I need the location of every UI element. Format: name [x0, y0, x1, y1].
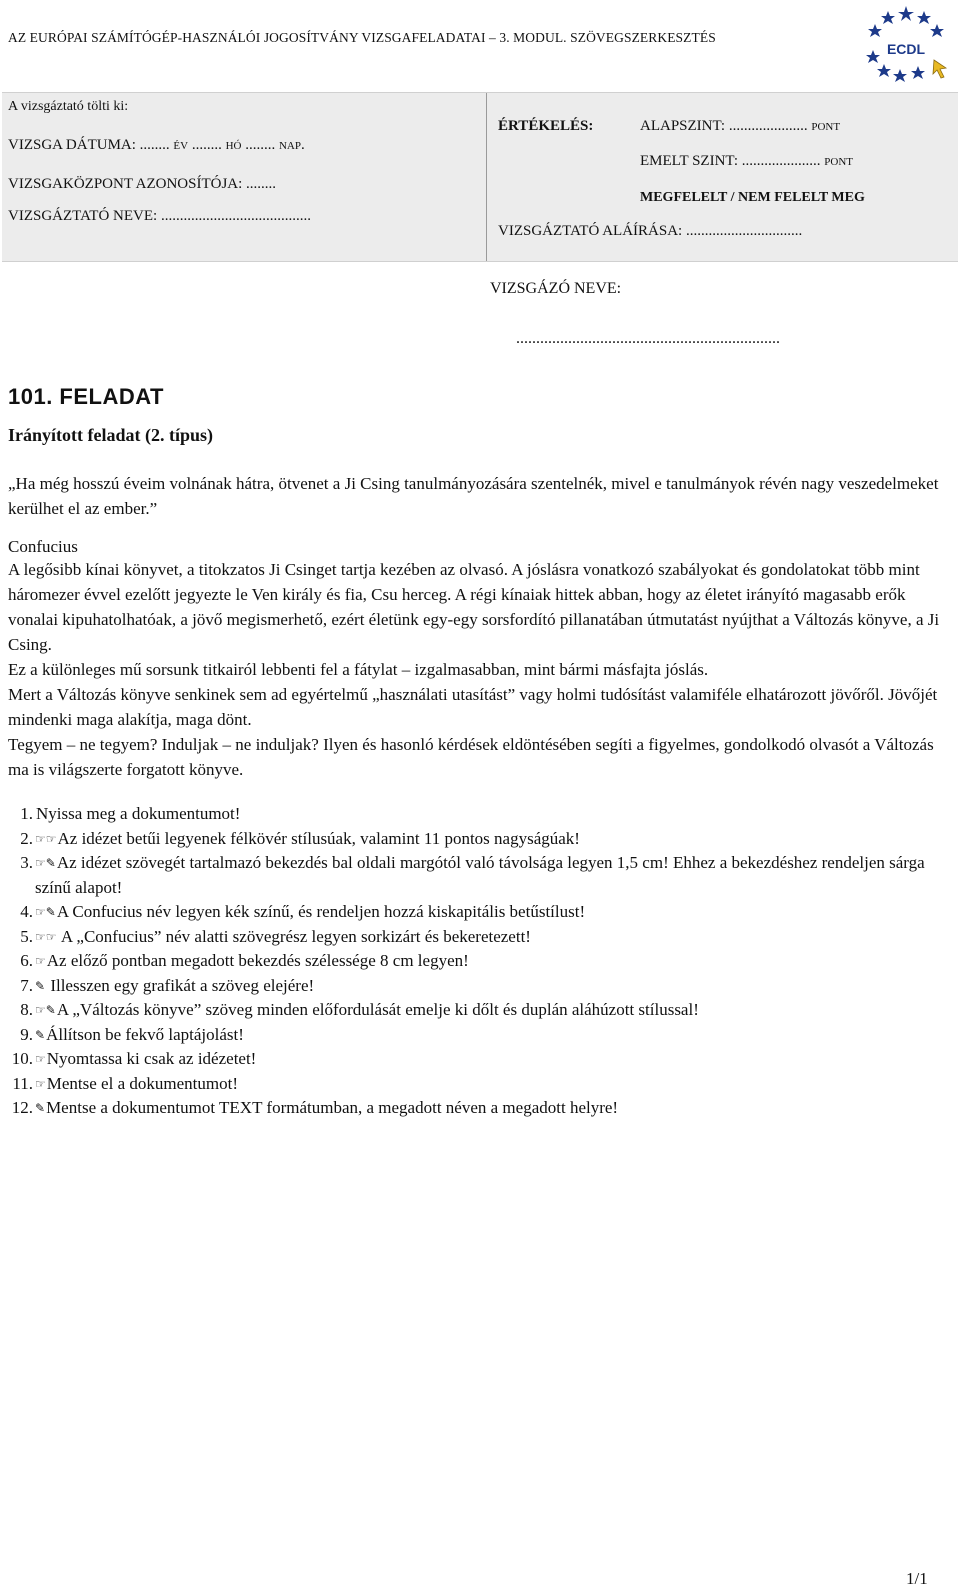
- task-step: [8, 998, 953, 1023]
- step-number: 4.: [20, 902, 33, 921]
- step-number: 3.: [20, 853, 33, 872]
- task-step: [8, 851, 953, 900]
- step-text: A „Változás könyve” szöveg minden előfordulását emelje ki dőlt és duplán aláhúzott stílussal!: [56, 1000, 699, 1019]
- step-text: A „Confucius” név alatti szövegrész legyen sorkizárt és bekeretezett!: [57, 926, 531, 946]
- step-number: 6.: [20, 951, 33, 970]
- step-text: Nyomtassa ki csak az idézetet!: [46, 1049, 257, 1068]
- difficulty-icon: ✎: [35, 978, 46, 993]
- task-number: 101. FELADAT: [8, 384, 164, 409]
- exam-date-field[interactable]: VIZSGA DÁTUMA: ........ év ........ hó ........ nap.: [8, 137, 305, 153]
- difficulty-icon: ☞✎: [35, 856, 56, 870]
- difficulty-icon: ✎: [35, 1027, 46, 1042]
- task-step: [8, 925, 953, 950]
- task-step: [8, 974, 953, 999]
- difficulty-icon: ☞☞: [35, 929, 57, 944]
- form-intro: A vizsgáztató tölti ki:: [8, 99, 129, 114]
- ecdl-logo: [860, 2, 952, 84]
- advanced-level-score-field[interactable]: EMELT SZINT: ..................... pont: [640, 153, 853, 169]
- task-steps-list: [8, 802, 953, 1121]
- step-text: Az előző pontban megadott bekezdés szélessége 8 cm legyen!: [46, 951, 469, 970]
- form-divider: [486, 93, 487, 261]
- step-number: 1.: [20, 804, 33, 823]
- task-step: [8, 1072, 953, 1097]
- difficulty-icon: ☞: [35, 1052, 46, 1066]
- step-text: A Confucius név legyen kék színű, és rendeljen hozzá kiskapitális betűstílust!: [56, 902, 586, 921]
- examiner-name-field[interactable]: VIZSGÁZTATÓ NEVE: ........................................: [8, 208, 311, 224]
- basic-level-score-field[interactable]: ALAPSZINT: ..................... pont: [640, 118, 841, 134]
- step-number: 9.: [20, 1024, 33, 1044]
- task-step: [8, 827, 953, 852]
- candidate-name-label: VIZSGÁZÓ NEVE:: [490, 280, 622, 297]
- difficulty-icon: ☞✎: [35, 905, 56, 919]
- difficulty-icon: ☞: [35, 1076, 46, 1091]
- step-text: Illesszen egy grafikát a szöveg elejére!: [46, 975, 315, 995]
- page-number: 1/1: [906, 1569, 928, 1588]
- task-step: [8, 1023, 953, 1048]
- quote-author: Confucius: [8, 537, 78, 556]
- step-text: Nyissa meg a dokumentumot!: [36, 804, 241, 823]
- task-step: [8, 900, 953, 925]
- step-text: Állítson be fekvő laptájolást!: [46, 1024, 244, 1044]
- examiner-form: [2, 92, 958, 262]
- examiner-form-left: [2, 93, 486, 261]
- body-paragraph: Tegyem – ne tegyem? Induljak – ne induljak? Ilyen és hasonló kérdések eldöntésében segíti a figyelmes, gondolkodó olvasót a Változás ma is világszerte forgatott könyve.: [8, 735, 934, 779]
- step-text: Mentse a dokumentumot TEXT formátumban, a megadott néven a megadott helyre!: [46, 1098, 619, 1117]
- step-text: Az idézet betűi legyenek félkövér stílusúak, valamint 11 pontos nagyságúak!: [57, 828, 580, 848]
- step-text: Az idézet szövegét tartalmazó bekezdés bal oldali margótól való távolsága legyen 1,5 cm! Ehhez a bekezdéshez rendeljen sárga színű alapot!: [35, 853, 925, 897]
- body-paragraph: Mert a Változás könyve senkinek sem ad egyértelmű „használati utasítást” vagy holmi tudósítást valamiféle elhatározott jövőről. Jövőjét mindenki maga alakítja, maga dönt.: [8, 685, 938, 729]
- step-number: 7.: [20, 975, 33, 995]
- task-step: [8, 802, 953, 827]
- quote-paragraph: „Ha még hosszú éveim volnának hátra, ötvenet a Ji Csing tanulmányozására szentelnék, mivel e tanulmányok révén nagy veszedelmeket kerülhet el az ember.”: [8, 474, 939, 518]
- examiner-form-right: [492, 93, 952, 261]
- body-paragraphs: [8, 557, 953, 782]
- step-number: 2.: [20, 828, 33, 848]
- difficulty-icon: ☞✎: [35, 1003, 56, 1017]
- exam-center-id-field[interactable]: VIZSGAKÖZPONT AZONOSÍTÓJA: ........: [8, 176, 277, 192]
- cursor-icon: [933, 60, 946, 78]
- difficulty-icon: ✎: [35, 1101, 46, 1115]
- page-header-title: AZ EURÓPAI SZÁMÍTÓGÉP-HASZNÁLÓI JOGOSÍTVÁNY VIZSGAFELADATAI – 3. MODUL. SZÖVEGSZERKESZTÉS: [8, 30, 716, 45]
- task-step: [8, 1047, 953, 1072]
- examiner-signature-field[interactable]: VIZSGÁZTATÓ ALÁÍRÁSA: ...............................: [498, 223, 803, 239]
- body-paragraph: A legősibb kínai könyvet, a titokzatos Ji Csinget tartja kezében az olvasó. A jóslásra vonatkozó szabályokat és gondolatokat több mint háromezer évvel ezelőtt jegyezte le Ven király és fia, Csu herceg. A régi kínaiak hittek abban, hogy az életet irányító magasabb erők vonalai kipuhatolhatóak, a jövő megismerhető, ezért életünk egy-egy sorsfordító pillanatában útmutatást nyújthat a Változás könyve, a Ji Csing.: [8, 560, 940, 654]
- step-number: 5.: [20, 926, 33, 946]
- logo-text: ECDL: [886, 41, 926, 57]
- pass-fail-result[interactable]: MEGFELELT / NEM FELELT MEG: [640, 190, 865, 205]
- step-number: 10.: [11, 1049, 33, 1068]
- candidate-name-field[interactable]: ..................................................................: [516, 330, 780, 347]
- step-number: 12.: [11, 1098, 33, 1117]
- step-number: 8.: [20, 1000, 33, 1019]
- difficulty-icon: ☞: [35, 954, 46, 968]
- task-step: [8, 949, 953, 974]
- evaluation-label: ÉRTÉKELÉS:: [498, 118, 594, 134]
- task-step: [8, 1096, 953, 1121]
- task-type: Irányított feladat (2. típus): [8, 425, 213, 445]
- difficulty-icon: ☞☞: [35, 831, 57, 846]
- body-paragraph: Ez a különleges mű sorsunk titkairól lebbenti fel a fátylat – izgalmasabban, mint bármi másfajta jóslás.: [8, 660, 709, 679]
- step-text: Mentse el a dokumentumot!: [46, 1073, 238, 1093]
- step-number: 11.: [12, 1073, 33, 1093]
